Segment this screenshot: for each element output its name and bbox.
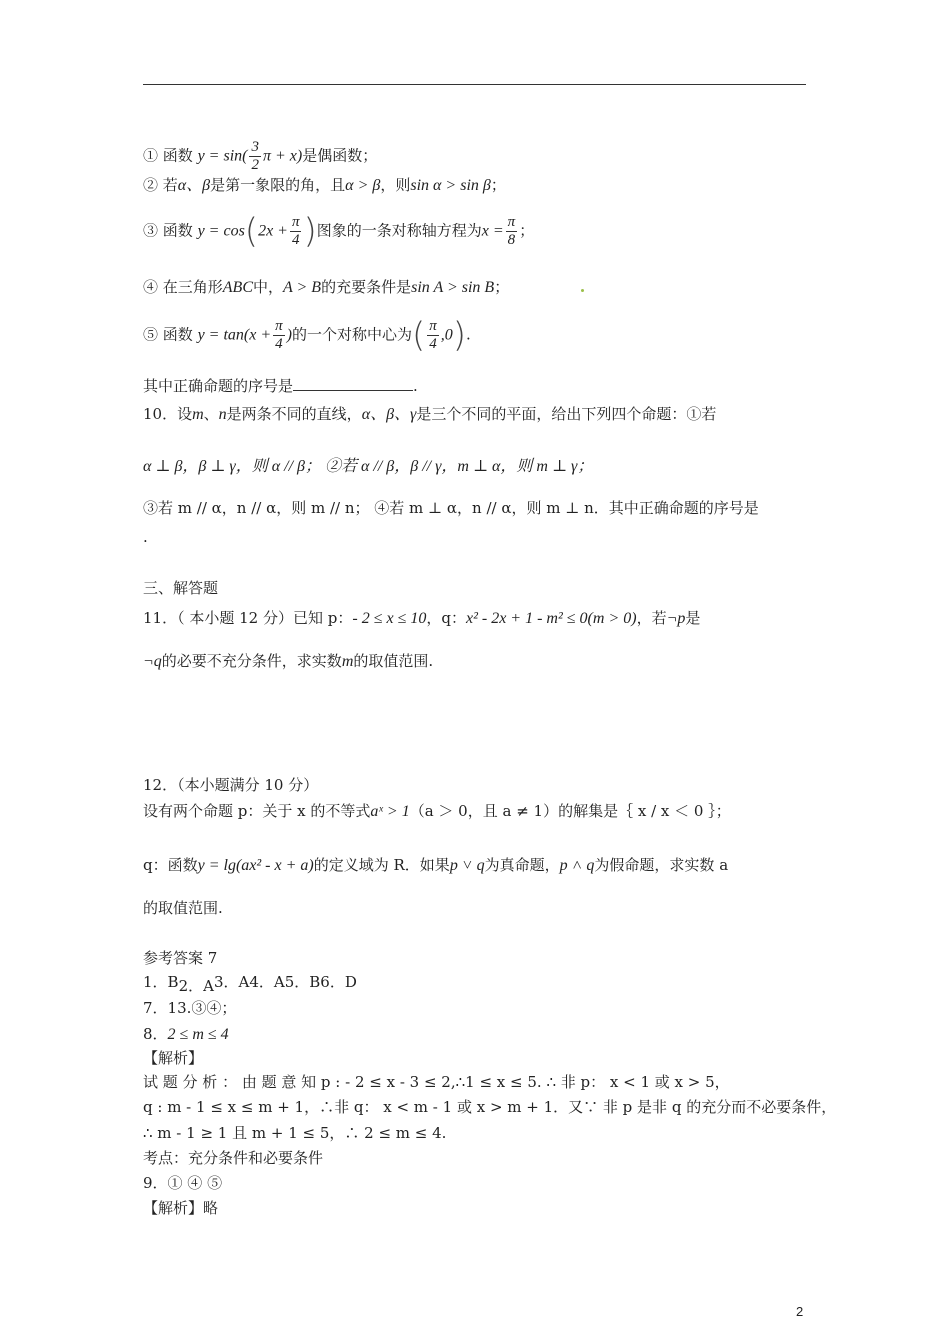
- answer-8-jiexi: 【解析】: [143, 1049, 204, 1067]
- q11-line-2: ¬q的必要不充分条件，求实数m的取值范围.: [143, 652, 434, 670]
- item-1-expr: y = sin(: [197, 147, 248, 165]
- answers-title: 参考答案 7: [143, 949, 218, 967]
- item-1-tail: 是偶函数；: [302, 146, 378, 165]
- item-3: ③ 函数 y = cos(2x + $\frac{\pi}{4}$ )图象的一条对称轴方程为x = $\frac{\pi}{8}$ ；: [143, 211, 535, 252]
- item-4: ④ 在三角形ABC中，A > B的充要条件是sin A > sin B；: [143, 278, 510, 296]
- stray-dot: [581, 289, 584, 292]
- header-rule: [143, 84, 806, 85]
- analysis-line-3: ∴ m - 1 ≥ 1 且 m + 1 ≤ 5，∴ 2 ≤ m ≤ 4.: [143, 1124, 447, 1142]
- q10-line-4: .: [143, 528, 148, 546]
- answer-blank: [293, 376, 413, 391]
- item-2-result: sin α > sin β: [410, 177, 491, 194]
- item-1-lead: ① 函数: [143, 146, 193, 165]
- item-1-frac: $\frac{3}{2}$: [251, 139, 259, 173]
- answer-9-jiexi: 【解析】略: [143, 1199, 219, 1217]
- q11-line-1: 11．（ 本小题 12 分）已知 p：- 2 ≤ x ≤ 10，q：x² - 2x + 1 - m² ≤ 0(m > 0)，若¬p是: [143, 609, 701, 627]
- answer-9: 9．① ④ ⑤: [143, 1174, 223, 1192]
- q10-line-2: α ⊥ β，β ⊥ γ，则 α // β； ②若 α // β，β // γ，m ⊥ α，则 m ⊥ γ；: [143, 458, 594, 475]
- q12-line-3: 的取值范围.: [143, 899, 223, 917]
- item-2-condition: α > β: [345, 177, 381, 194]
- q9-prompt: 其中正确命题的序号是 .: [143, 377, 418, 395]
- item-1-expr-post: π + x): [262, 147, 303, 165]
- q10-line-3: ③若 m // α，n // α，则 m // n； ④若 m ⊥ α，n // α，则 m ⊥ n．其中正确命题的序号是: [143, 499, 759, 517]
- item-2: ② 若α、β是第一象限的角，且α > β，则sin α > sin β；: [143, 176, 506, 194]
- kaodian: 考点：充分条件和必要条件: [143, 1149, 324, 1167]
- section-heading: 三、解答题: [143, 579, 219, 597]
- answer-7: 7．13.③④；: [143, 999, 237, 1017]
- q12-title: 12．（本小题满分 10 分）: [143, 776, 319, 794]
- item-1: [143, 139, 377, 174]
- item-3-expr: y = cos: [197, 222, 245, 240]
- q12-line-1: 设有两个命题 p：关于 x 的不等式aˣ > 1（a ＞ 0，且 a ≠ 1）的解集是｛ x / x ＜ 0 ｝；: [143, 802, 731, 820]
- answer-8: 8．2 ≤ m ≤ 4: [143, 1025, 229, 1043]
- item-4-triangle: ABC: [222, 279, 253, 296]
- q10-line-1: 10．设m、n是两条不同的直线，α、β、γ是三个不同的平面，给出下列四个命题：①若: [143, 405, 717, 423]
- item-3-axis: x =: [481, 222, 504, 240]
- item-5: ⑤ 函数 y = tan(x + $\frac{\pi}{4}$ )的一个对称中心为( $\frac{\pi}{4}$ ,0).: [143, 315, 471, 356]
- item-2-angles: α、β: [177, 177, 211, 194]
- page-number: 2: [796, 1304, 804, 1319]
- analysis-line-1: 试 题 分 析 ： 由 题 意 知 p : - 2 ≤ x - 3 ≤ 2,∴1 ≤ x ≤ 5. ∴ 非 p： x < 1 或 x > 5，: [143, 1073, 730, 1091]
- analysis-line-2: q : m - 1 ≤ x ≤ m + 1，∴非 q： x < m - 1 或 x > m + 1．又∵ 非 p 是非 q 的充分而不必要条件，: [143, 1098, 837, 1116]
- q12-line-2: q：函数y = lg(ax² - x + a)的定义域为 R．如果p ˅ q为真命题，p ˄ q为假命题，求实数 a: [143, 856, 729, 874]
- answers-1-6: 1．B2．A3．A4．A5．B6．D: [143, 973, 357, 995]
